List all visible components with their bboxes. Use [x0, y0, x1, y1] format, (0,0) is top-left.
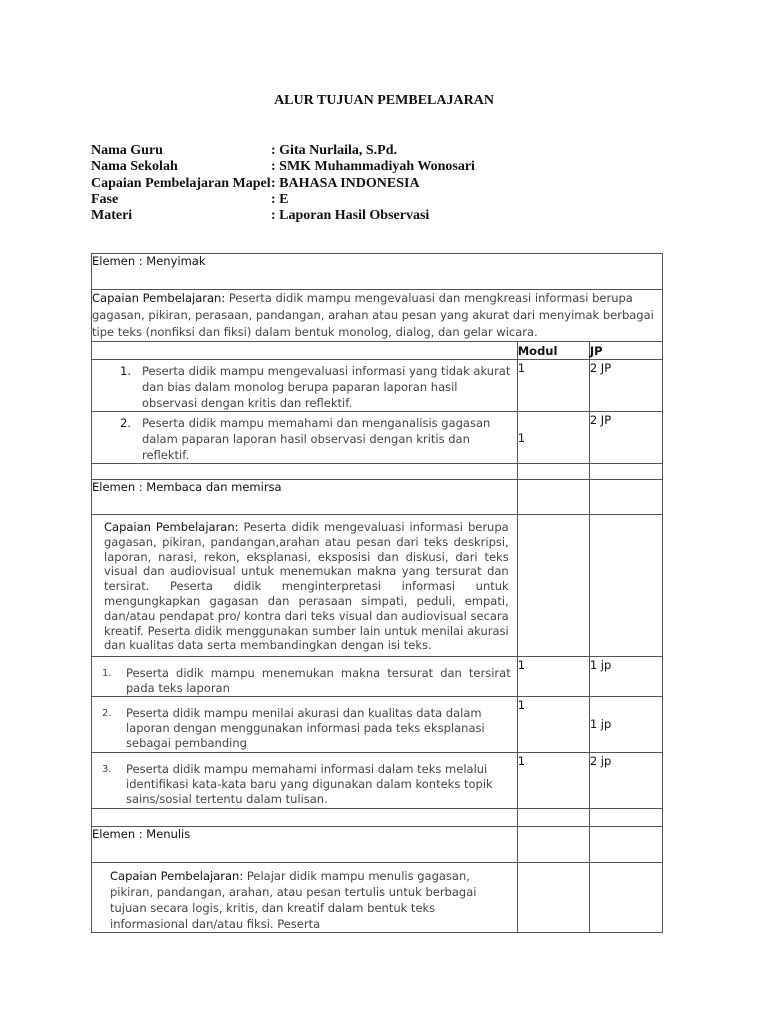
elemen-label: Elemen : Membaca dan memirsa: [92, 480, 282, 494]
empty-row: [92, 464, 663, 480]
tp-text: Peserta didik mampu menemukan makna tersurat dan tersirat pada teks laporan: [126, 666, 511, 695]
info-value: : Gita Nurlaila, S.Pd.: [271, 143, 398, 158]
modul-value: 1: [517, 697, 589, 753]
table-row: [92, 360, 663, 412]
table-row: [92, 412, 663, 464]
tp-cell: [92, 412, 518, 464]
header-empty-cell: [92, 342, 518, 360]
tp-text: Peserta didik mampu memahami dan menganalisis gagasan dalam paparan laporan hasil observasi dengan kritis dan reflektif.: [142, 416, 491, 462]
info-label: Fase: [91, 191, 119, 207]
info-row-mapel: [91, 176, 475, 192]
empty-row: [92, 809, 663, 827]
cp-text: Peserta didik mampu mengevaluasi dan mengkreasi informasi berupa gagasan, pikiran, perasaan, pandangan, arahan atau pesan yang akurat dari menyimak berbagai tipe teks (nonfiksi dan fiksi) dalam bentuk monolog, dialog, dan gelar wicara.: [92, 291, 654, 339]
info-label: Nama Guru: [91, 143, 163, 158]
cp-cell: [92, 515, 518, 657]
elemen-cell: [92, 827, 518, 863]
tp-cell: [92, 360, 518, 412]
modul-value: 1: [517, 657, 589, 697]
info-label: Capaian Pembelajaran Mapel: [91, 175, 271, 191]
cp-cell: [92, 863, 518, 933]
tp-cell: [92, 657, 518, 697]
cp-text: Pelajar didik mampu menulis gagasan, pikiran, pandangan, arahan, atau pesan tertulis untuk berbagai tujuan secara logis, kritis, dan kreatif dalam bentuk teks informasional dan/atau fiksi. Peserta: [110, 869, 477, 931]
jp-value: 2 JP: [589, 412, 662, 464]
tp-number: 2.: [102, 708, 112, 719]
elemen-row-membaca: [92, 480, 663, 515]
info-row-fase: [91, 192, 475, 208]
tp-number: 2.: [120, 416, 131, 430]
tp-text: Peserta didik mampu mengevaluasi informasi yang tidak akurat dan bias dalam monolog berupa paparan laporan hasil observasi dengan kritis dan reflektif.: [142, 364, 511, 410]
elemen-row-menulis: [92, 827, 663, 863]
info-value: : Laporan Hasil Observasi: [271, 208, 430, 224]
info-row-sekolah: [91, 159, 475, 175]
tp-cell: [92, 753, 518, 809]
table-row: [92, 697, 663, 753]
cp-row-menulis: [92, 863, 663, 933]
tp-text: Peserta didik mampu menilai akurasi dan kualitas data dalam laporan dengan menggunakan informasi pada teks eksplanasi sebagai pembanding: [126, 706, 485, 750]
tp-number: 1.: [120, 364, 131, 378]
info-value: : BAHASA INDONESIA: [271, 175, 420, 191]
tp-cell: [92, 697, 518, 753]
cp-label: Capaian Pembelajaran:: [92, 291, 226, 305]
header-jp: JP: [589, 342, 662, 360]
jp-value: 1 jp: [589, 697, 662, 753]
modul-value: 1: [517, 753, 589, 809]
info-value: : SMK Muhammadiyah Wonosari: [271, 159, 475, 175]
identity-block: [91, 143, 475, 224]
page-title: ALUR TUJUAN PEMBELAJARAN: [274, 93, 494, 108]
info-row-materi: [91, 208, 475, 224]
cp-text: Peserta didik mengevaluasi informasi berupa gagasan, pikiran, pandangan,arahan atau pesan dari teks deskripsi, laporan, narasi, rekon, eksplanasi, eksposisi dan diskusi, dari teks visual dan audiovisual untuk menemukan makna yang tersurat dan tersirat. Peserta didik menginterpretasi informasi untuk mengungkapkan gagasan dan perasaan simpati, peduli, empati, dan/atau pendapat pro/ kontra dari teks visual dan audiovisual secara kreatif. Peserta didik menggunakan sumber lain untuk menilai akurasi dan kualitas data serta membandingkan dengan isi teks.: [104, 520, 509, 653]
cp-label: Capaian Pembelajaran:: [104, 520, 239, 534]
atp-table: [91, 253, 663, 933]
jp-value: 2 JP: [589, 360, 662, 412]
elemen-cell: [92, 254, 663, 290]
elemen-label: Elemen : Menyimak: [92, 254, 206, 268]
table-row: [92, 657, 663, 697]
elemen-cell: [92, 480, 518, 515]
cp-row-menyimak: [92, 290, 663, 342]
info-row-guru: [91, 143, 475, 159]
info-label: Nama Sekolah: [91, 159, 178, 175]
modul-value: 1: [517, 360, 589, 412]
elemen-label: Elemen : Menulis: [92, 827, 191, 841]
tp-number: 3.: [102, 764, 112, 775]
cp-cell: [92, 290, 663, 342]
tp-text: Peserta didik mampu memahami informasi dalam teks melalui identifikasi kata-kata baru yang digunakan dalam konteks topik sains/sosial tertentu dalam tulisan.: [126, 762, 493, 806]
header-modul: Modul: [517, 342, 589, 360]
modul-value: 1: [517, 412, 589, 464]
info-label: Materi: [91, 208, 133, 224]
header-row: [92, 342, 663, 360]
info-value: : E: [271, 191, 289, 207]
cp-label: Capaian Pembelajaran:: [110, 869, 244, 883]
cp-row-membaca: [92, 515, 663, 657]
table-row: [92, 753, 663, 809]
jp-value: 1 jp: [589, 657, 662, 697]
elemen-row-menyimak: [92, 254, 663, 290]
jp-value: 2 jp: [589, 753, 662, 809]
tp-number: 1.: [102, 668, 112, 679]
